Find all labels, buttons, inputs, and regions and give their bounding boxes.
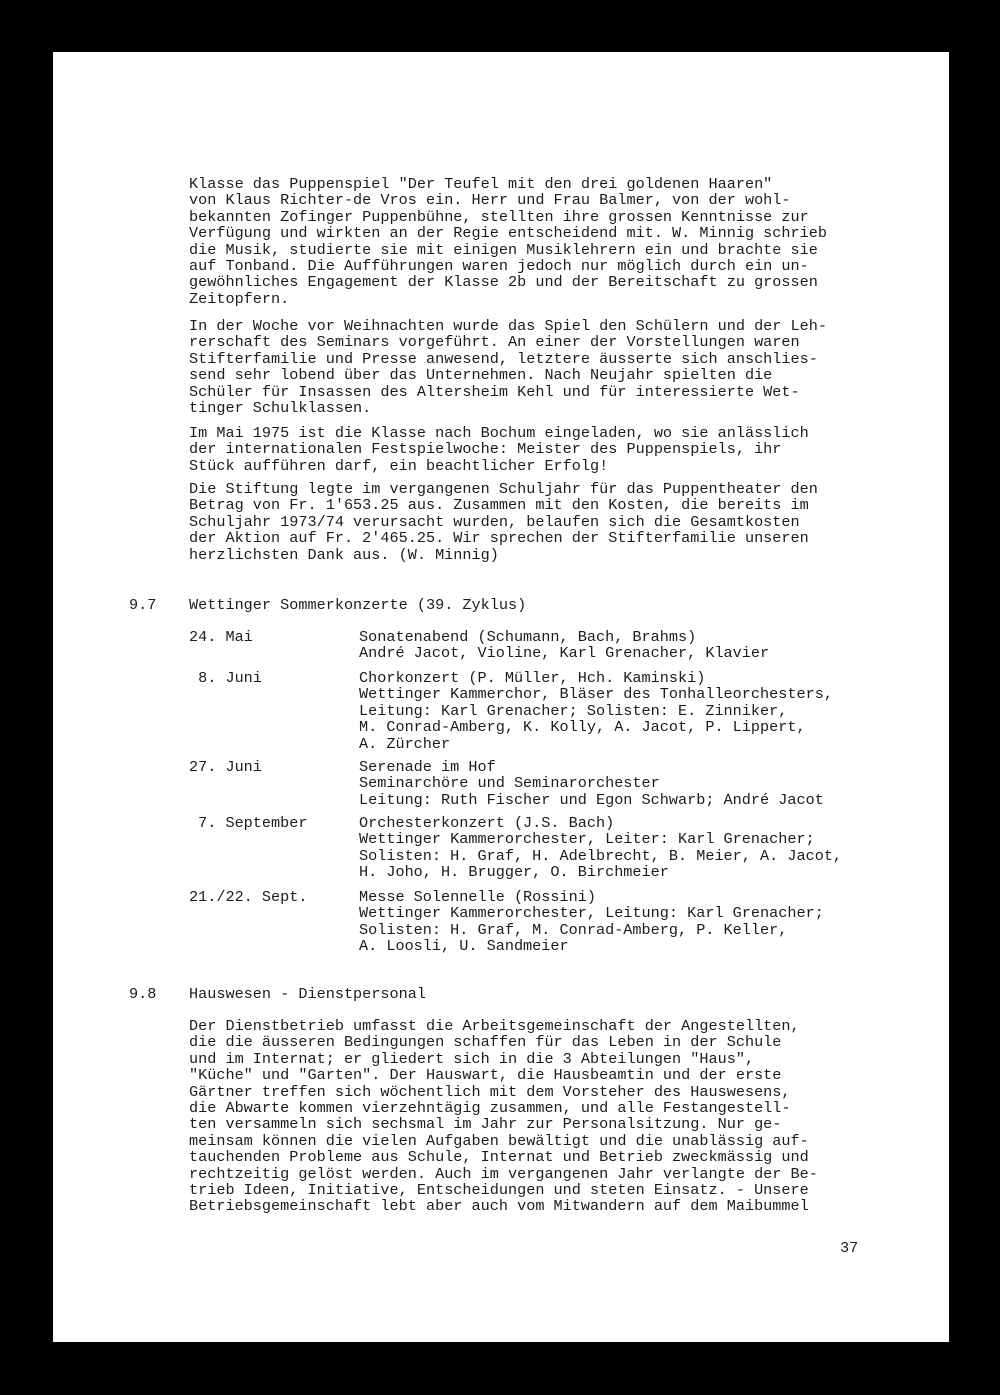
concert-details: Sonatenabend (Schumann, Bach, Brahms) André Jacot, Violine, Karl Grenacher, Klavier bbox=[359, 628, 770, 663]
concert-date: 27. Juni bbox=[189, 758, 262, 776]
concert-date: 8. Juni bbox=[189, 669, 262, 687]
document-page bbox=[53, 52, 949, 1342]
concert-details: Serenade im Hof Seminarchöre und Seminarorchester Leitung: Ruth Fischer und Egon Schwarb; André Jacot bbox=[359, 758, 824, 809]
intro-paragraph-puppet-play: Klasse das Puppenspiel "Der Teufel mit den drei goldenen Haaren" von Klaus Richter-de Vros ein. Herr und Frau Balmer, von der wohl- bekannten Zofinger Puppenbühne, stellten ihre grossen Kenntnisse zur Verfügung und wirkten an der Regie entscheidend mit. W. Minnig schrieb die Musik, studierte sie mit einigen Musiklehrern ein und brachte sie auf Tonband. Die Aufführungen waren jedoch nur möglich durch ein un- gewöhnliches Engagement der Klasse 2b und der Bereitschaft zu grossen Zeitopfern. bbox=[189, 175, 827, 308]
section-title-sommerkonzerte: Wettinger Sommerkonzerte (39. Zyklus) bbox=[189, 596, 527, 614]
section-title-hauswesen: Hauswesen - Dienstpersonal bbox=[189, 985, 426, 1003]
concert-details: Orchesterkonzert (J.S. Bach) Wettinger Kammerorchester, Leiter: Karl Grenacher; Solisten: H. Graf, H. Adelbrecht, B. Meier, A. Jacot, H. Joho, H. Brugger, O. Birchmeier bbox=[359, 814, 843, 882]
intro-paragraph-bochum-invitation: Im Mai 1975 ist die Klasse nach Bochum eingeladen, wo sie anlässlich der internationalen Festspielwoche: Meister des Puppenspiels, ihr Stück aufführen darf, ein beachtlicher Erfolg! bbox=[189, 424, 809, 475]
intro-paragraph-christmas-performances: In der Woche vor Weihnachten wurde das Spiel den Schülern und der Leh- rerschaft des Seminars vorgeführt. An einer der Vorstellungen waren Stifterfamilie und Presse anwesend, letztere äusserte sich anschlies- send sehr lobend über das Unternehmen. Nach Neujahr spielten die Schüler für Insassen des Altersheim Kehl und für interessierte Wet- tinger Schulklassen. bbox=[189, 317, 827, 418]
concert-date: 21./22. Sept. bbox=[189, 888, 308, 906]
page-number: 37 bbox=[840, 1239, 859, 1257]
section-number-9-7: 9.7 bbox=[129, 596, 157, 614]
concert-date: 24. Mai bbox=[189, 628, 253, 646]
concert-details: Chorkonzert (P. Müller, Hch. Kaminski) Wettinger Kammerchor, Bläser des Tonhalleorchesters, Leitung: Karl Grenacher; Solisten: E. Zinniker, M. Conrad-Amberg, K. Kolly, A. Jacot, P. Lippert, A. Zürcher bbox=[359, 669, 833, 753]
intro-paragraph-foundation-costs: Die Stiftung legte im vergangenen Schuljahr für das Puppentheater den Betrag von Fr. 1'653.25 aus. Zusammen mit den Kosten, die bereits im Schuljahr 1973/74 verursacht wurden, belaufen sich die Gesamtkosten der Aktion auf Fr. 2'465.25. Wir sprechen der Stifterfamilie unseren herzlichsten Dank aus. (W. Minnig) bbox=[189, 480, 818, 564]
concert-date: 7. September bbox=[189, 814, 308, 832]
section-number-9-8: 9.8 bbox=[129, 985, 157, 1003]
concert-details: Messe Solennelle (Rossini) Wettinger Kammerorchester, Leitung: Karl Grenacher; Solisten: H. Graf, M. Conrad-Amberg, P. Keller, A. Loosli, U. Sandmeier bbox=[359, 888, 824, 956]
section-paragraph-dienstbetrieb: Der Dienstbetrieb umfasst die Arbeitsgemeinschaft der Angestellten, die die äusseren Bedingungen schaffen für das Leben in der Schule und im Internat; er gliedert sich in die 3 Abteilungen "Haus", "Küche" und "Garten". Der Hauswart, die Hausbeamtin und der erste Gärtner treffen sich wöchentlich mit dem Vorsteher des Hauswesens, die Abwarte kommen vierzehntägig zusammen, und alle Festangestell- ten versammeln sich sechsmal im Jahr zur Personalsitzung. Nur ge- meinsam können die vielen Aufgaben bewältigt und die unablässig auf- tauchenden Probleme aus Schule, Internat und Betrieb zweckmässig und rechtzeitig gelöst werden. Auch im vergangenen Jahr verlangte der Be- trieb Ideen, Initiative, Entscheidungen und steten Einsatz. - Unsere Betriebsgemeinschaft lebt aber auch vom Mitwandern auf dem Maibummel bbox=[189, 1017, 818, 1216]
